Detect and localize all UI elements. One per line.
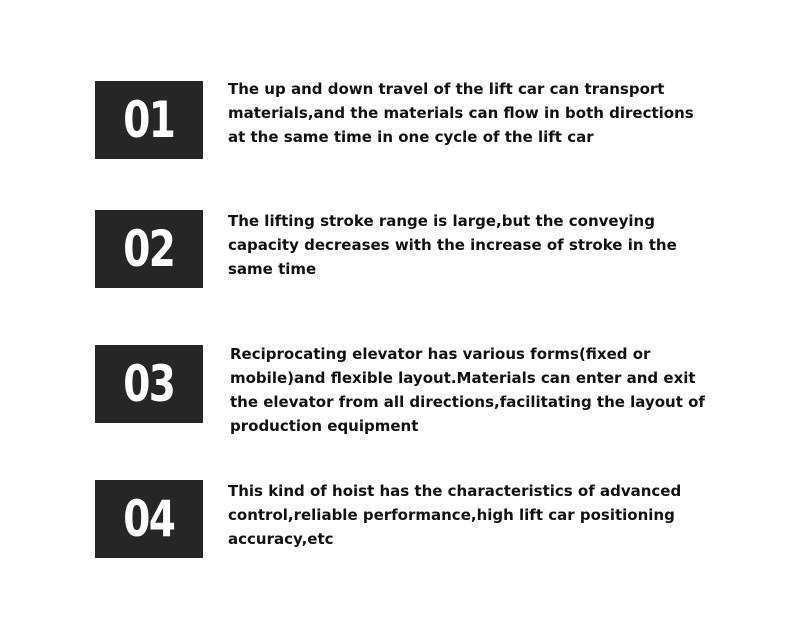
feature-description: This kind of hoist has the characteristics of advanced control,reliable performance,high lift car positioning accuracy,etc — [228, 482, 682, 548]
number-badge — [95, 480, 203, 558]
feature-description: The lifting stroke range is large,but the conveying capacity decreases with the increase of stroke in the same time — [228, 212, 677, 278]
number-badge — [95, 210, 203, 288]
feature-description: Reciprocating elevator has various forms(fixed or mobile)and flexible layout.Materials can enter and exit the elevator from all directions,facilitating the layout of production equipment — [230, 345, 705, 435]
number-badge — [95, 345, 203, 423]
number-badge — [95, 81, 203, 159]
feature-description: The up and down travel of the lift car can transport materials,and the materials can flow in both directions at the same time in one cycle of the lift car — [228, 80, 694, 146]
feature-item — [95, 81, 715, 161]
feature-number: 01 — [123, 91, 175, 149]
feature-number: 03 — [123, 355, 175, 413]
feature-item — [95, 210, 715, 290]
feature-item — [95, 345, 715, 435]
feature-item — [95, 480, 715, 560]
feature-number: 04 — [123, 490, 175, 548]
feature-number: 02 — [123, 220, 175, 278]
